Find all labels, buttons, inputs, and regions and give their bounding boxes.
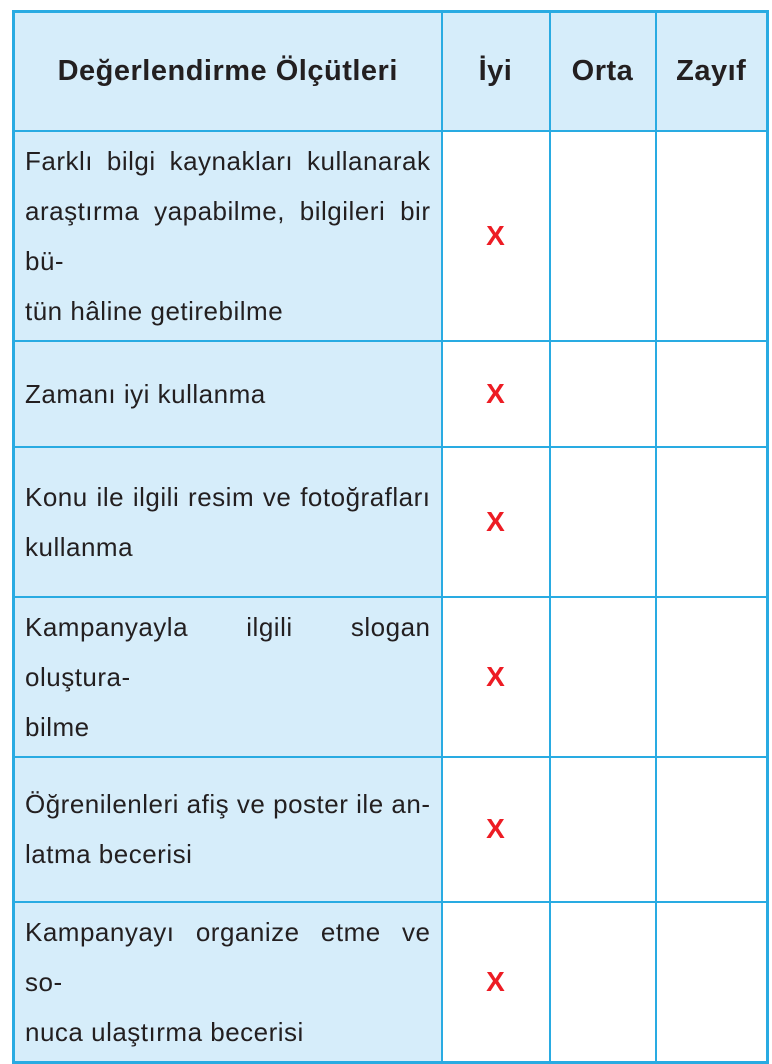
weak-mark-cell <box>656 341 768 447</box>
header-weak: Zayıf <box>656 12 768 131</box>
medium-mark-cell <box>550 902 656 1063</box>
x-mark: X <box>486 813 505 844</box>
header-medium: Orta <box>550 12 656 131</box>
medium-mark-cell <box>550 597 656 757</box>
table-row <box>14 341 768 447</box>
medium-mark-cell <box>550 447 656 597</box>
x-mark: X <box>486 660 505 692</box>
x-mark: X <box>486 965 505 997</box>
x-mark: X <box>486 219 505 251</box>
medium-mark-cell <box>550 341 656 447</box>
criteria-cell: Zamanı iyi kullanma <box>14 341 442 447</box>
good-mark-cell <box>442 341 550 447</box>
weak-mark-cell <box>656 131 768 341</box>
weak-mark-cell <box>656 757 768 902</box>
good-mark-cell <box>442 597 550 757</box>
table-row <box>14 597 768 757</box>
good-mark-cell <box>442 902 550 1063</box>
criteria-cell: Kampanyayı organize etme ve so- nuca ulaştırma becerisi <box>14 902 442 1063</box>
good-mark-cell <box>442 131 550 341</box>
weak-mark-cell <box>656 597 768 757</box>
x-mark: X <box>486 377 505 409</box>
weak-mark-cell <box>656 447 768 597</box>
good-mark-cell <box>442 447 550 597</box>
medium-mark-cell <box>550 131 656 341</box>
header-good: İyi <box>442 12 550 131</box>
criteria-cell: Öğrenilenleri afiş ve poster ile an- latma becerisi <box>14 757 442 902</box>
criteria-cell: Farklı bilgi kaynakları kullanarak araştırma yapabilme, bilgileri bir bü- tün hâline getirebilme <box>14 131 442 341</box>
evaluation-rubric-table <box>12 10 769 1064</box>
table-row <box>14 447 768 597</box>
table-row <box>14 902 768 1063</box>
table-header-row <box>14 12 768 131</box>
good-mark-cell <box>442 757 550 902</box>
header-criteria: Değerlendirme Ölçütleri <box>14 12 442 131</box>
criteria-cell: Konu ile ilgili resim ve fotoğrafları kullanma <box>14 447 442 597</box>
table-row <box>14 131 768 341</box>
weak-mark-cell <box>656 902 768 1063</box>
medium-mark-cell <box>550 757 656 902</box>
x-mark: X <box>486 505 505 537</box>
criteria-cell: Kampanyayla ilgili slogan oluştura- bilme <box>14 597 442 757</box>
table-row <box>14 757 768 902</box>
